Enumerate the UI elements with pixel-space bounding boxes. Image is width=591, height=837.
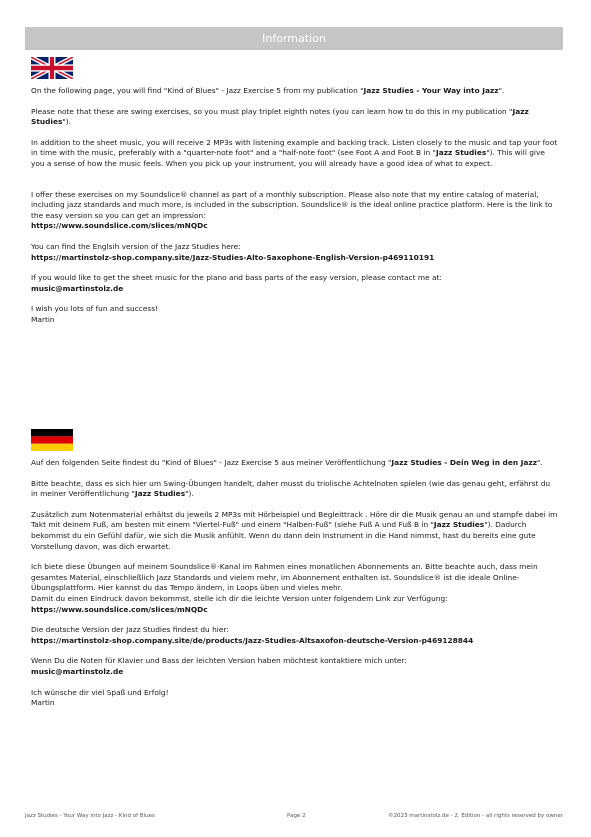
en-swing-bold: Jazz Studies xyxy=(31,106,529,127)
en-publication-title: Jazz Studies - Your Way into Jazz xyxy=(363,86,499,95)
de-mp3-bold: Jazz Studies xyxy=(433,520,485,530)
de-mp3-end: "). Dadurch bekommst du ein Gefühl dafür, wie sich die Musik anfühlt. Wenn du dann dein Instrument in die Hand nimmst, hast du bereits eine gute Vorstellung davon, was dich erwartet. xyxy=(31,520,536,551)
en-mp3-bold: Jazz Studies xyxy=(435,148,487,158)
information-header xyxy=(25,27,563,50)
de-signoff-line: Ich wünsche dir viel Spaß und Erfolg! xyxy=(31,687,169,697)
de-mp3-text: Zusätzlich zum Notenmaterial erhältst du jeweils 2 MP3s mit Hörbeispiel und Begleittrack . Höre dir die Musik genau an und stampfe dabei im Takt mit deinem Fuß, am besten mit einem "Viertel-Fuß" und einem "Halben-Fuß" (siehe Fuß A und Fuß B in " xyxy=(31,509,558,530)
de-paragraph-contact xyxy=(31,656,559,677)
de-intro-end: ". xyxy=(537,458,543,467)
de-soundslice-text-2: Damit du einen Eindruck davon bekommst, stelle ich dir die leichte Version unter folgendem Link zur Verfügung: xyxy=(31,593,448,603)
de-soundslice-link[interactable]: https://www.soundslice.com/slices/mNQDc xyxy=(31,604,208,614)
en-soundslice-link[interactable]: https://www.soundslice.com/slices/mNQDc xyxy=(31,221,208,231)
page-footer xyxy=(25,813,563,823)
de-shop-text: Die deutsche Version der Jazz Studies findest du hier: xyxy=(31,625,229,635)
en-contact-text: If you would like to get the sheet music for the piano and bass parts of the easy version, please contact me at: xyxy=(31,273,442,283)
german-section xyxy=(31,458,559,719)
de-intro-text: Auf den folgenden Seite findest du "Kind of Blues" - Jazz Exercise 5 aus meiner Veröffentlichung " xyxy=(31,458,392,467)
de-soundslice-text: Ich biete diese Übungen auf meinem Soundslice®-Kanal im Rahmen eines monatlichen Abonnements an. Bitte beachte auch, dass mein gesamtes Material, einschließlich Jazz Standards und vielem mehr, im Abonnement enthalten ist. Soundslice® ist die ideale Online-Übungsplattform. Hier kannst du das Tempo ändern, in Loops üben und vieles mehr. xyxy=(31,562,538,593)
de-swing-bold: Jazz Studies xyxy=(134,489,186,499)
en-soundslice-text: I offer these exercises on my Soundslice® channel as part of a monthly subscription. Please also note that my entire catalog of material, including jazz standards and much more, is included in the subscription. Soundslice® is the ideal online practice platform. Here is the link to the easy version so you can get an impression: xyxy=(31,189,553,220)
de-paragraph-signoff xyxy=(31,688,559,709)
de-publication-title: Jazz Studies - Dein Weg in den Jazz xyxy=(391,458,538,467)
en-signature: Martin xyxy=(31,314,55,324)
de-shop-link[interactable]: https://martinstolz-shop.company.site/de/products/Jazz-Studies-Altsaxofon-deutsche-Version-p469128844 xyxy=(31,635,474,645)
footer-copyright: ©2023 martinstolz.de - 2. Edition - all rights reserved by owner xyxy=(388,813,563,819)
en-mp3-end: "). This will give you a sense of how the music feels. When you pick up your instrument, you will already have a good idea of what to expect. xyxy=(31,148,545,168)
en-mp3-text: In addition to the sheet music, you will receive 2 MP3s with listening example and backing track. Listen closely to the music and tap your foot in time with the music, preferably with a "quarter-note foot" and a "half-note foot" (see Foot A and Foot B in " xyxy=(31,137,558,158)
de-paragraph-soundslice xyxy=(31,562,559,615)
german-flag-icon xyxy=(31,429,73,451)
en-intro-end: ". xyxy=(498,86,505,95)
en-paragraph-soundslice xyxy=(31,190,559,232)
english-section xyxy=(31,86,559,336)
footer-publication: Jazz Studies - Your Way into Jazz - Kind of Blues xyxy=(25,813,155,819)
en-intro-text: On the following page, you will find "Kind of Blues" - Jazz Exercise 5 from my publication " xyxy=(31,86,364,95)
en-paragraph-contact xyxy=(31,273,559,294)
header-title: Information xyxy=(262,32,326,45)
en-paragraph-intro xyxy=(31,86,559,97)
en-paragraph-signoff xyxy=(31,304,559,325)
de-contact-text: Wenn Du die Noten für Klavier und Bass der leichten Version haben möchtest kontaktiere mich unter: xyxy=(31,656,407,666)
de-swing-text: Bitte beachte, dass es sich hier um Swing-Übungen handelt, daher musst du triolische Achtelnoten spielen (wie das genau geht, erfährst du in meiner Veröffentlichung " xyxy=(31,478,551,499)
de-paragraph-swing xyxy=(31,479,559,500)
de-swing-end: "). xyxy=(185,489,194,499)
de-signature: Martin xyxy=(31,698,55,708)
de-paragraph-shop xyxy=(31,625,559,646)
de-paragraph-mp3 xyxy=(31,510,559,552)
uk-flag-icon xyxy=(31,57,73,79)
en-swing-end: "). xyxy=(62,117,71,127)
de-contact-email[interactable]: music@martinstolz.de xyxy=(31,666,124,676)
en-shop-text: You can find the Englsih version of the Jazz Studies here: xyxy=(31,241,241,251)
en-shop-link[interactable]: https://martinstolz-shop.company.site/Jazz-Studies-Alto-Saxophone-English-Version-p469110191 xyxy=(31,252,435,262)
en-paragraph-mp3 xyxy=(31,138,559,170)
footer-page-number: Page 2 xyxy=(287,813,306,819)
en-swing-text: Please note that these are swing exercises, so you must play triplet eighth notes (you can learn how to do this in my publication " xyxy=(31,106,513,116)
en-contact-email[interactable]: music@martinstolz.de xyxy=(31,283,124,293)
en-paragraph-shop xyxy=(31,242,559,263)
en-signoff-line: I wish you lots of fun and success! xyxy=(31,304,159,314)
en-paragraph-swing xyxy=(31,107,559,128)
de-paragraph-intro xyxy=(31,458,559,469)
